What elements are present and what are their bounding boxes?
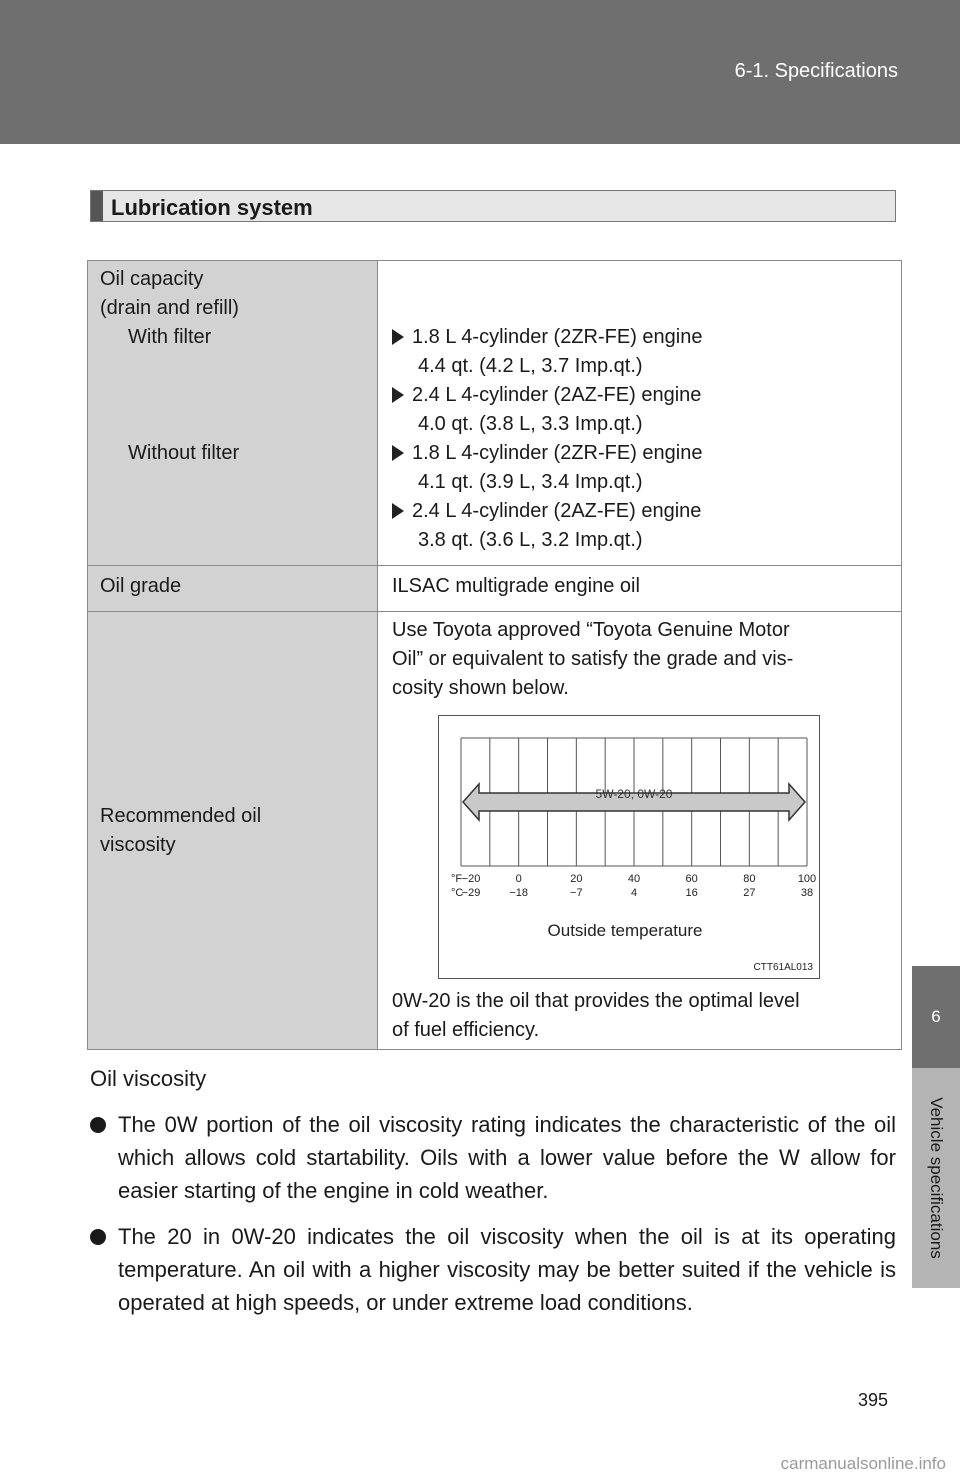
with-filter-label: With filter (128, 326, 212, 348)
page-number: 395 (858, 1390, 889, 1410)
watermark-text: carmanualsonline.info (780, 1454, 946, 1473)
list-item: 2.4 L 4-cylinder (2AZ-FE) engine (392, 497, 887, 526)
oil-grade-value: ILSAC multigrade engine oil (378, 566, 902, 612)
oil-capacity-label-cell (88, 261, 378, 566)
tick-label-f: 100 (797, 873, 817, 885)
list-item: 1.8 L 4-cylinder (2ZR-FE) engine (392, 323, 887, 352)
oil-capacity-label: Oil capacity (100, 268, 204, 290)
capacity-value: 4.0 qt. (3.8 L, 3.3 Imp.qt.) (418, 413, 643, 435)
x-axis-label: Outside temperature (547, 921, 703, 940)
tick-label-f: 60 (685, 873, 698, 885)
tick-label-c: 27 (743, 887, 756, 899)
without-filter-label: Without filter (128, 442, 240, 464)
capacity-value: 3.8 qt. (3.6 L, 3.2 Imp.qt.) (418, 529, 643, 551)
tick-label-c: 16 (685, 887, 698, 899)
section-title: Lubrication system (111, 195, 313, 220)
bullet-dot-icon (90, 1117, 106, 1133)
triangle-bullet-icon (392, 329, 404, 345)
bullet-paragraph: The 20 in 0W-20 indicates the oil viscosity when the oil is at its operating temperature. An oil with a higher viscosity may be better suited if the vehicle is operated at high speeds, or under extreme load conditions. (90, 1220, 896, 1319)
viscosity-label-cell (88, 612, 378, 1050)
viscosity-note: 0W-20 is the oil that provides the optimal level (392, 990, 800, 1012)
viscosity-note: of fuel efficiency. (392, 1019, 540, 1041)
tick-label-f: 80 (743, 873, 756, 885)
viscosity-text: Oil” or equivalent to satisfy the grade and vis- (392, 648, 794, 670)
unit-c-label: °C (451, 887, 464, 899)
tick-label-c: −7 (570, 887, 583, 899)
viscosity-chart (438, 715, 820, 979)
list-item: 2.4 L 4-cylinder (2AZ-FE) engine (392, 381, 887, 410)
chapter-title: Vehicle specifications (927, 1097, 946, 1259)
tick-label-c: 38 (800, 887, 814, 899)
section-marker (91, 191, 103, 221)
unit-f-label: °F (451, 873, 463, 885)
tick-label-f: −20 (461, 873, 481, 885)
chapter-title-tab[interactable] (912, 1068, 960, 1288)
viscosity-text: cosity shown below. (392, 677, 569, 699)
bullet-paragraph: The 0W portion of the oil viscosity rating indicates the characteristic of the oil which allows cold startability. Oils with a lower value before the W allow for easier starting of the engine in cold weather. (90, 1108, 896, 1207)
tick-label-c: 4 (630, 887, 638, 899)
figure-code: CTT61AL013 (753, 962, 813, 973)
triangle-bullet-icon (392, 387, 404, 403)
triangle-bullet-icon (392, 445, 404, 461)
tick-label-f: 40 (627, 873, 641, 885)
table-row (88, 261, 902, 566)
oil-capacity-value-cell (378, 261, 902, 566)
spec-table (87, 260, 902, 1050)
body-heading: Oil viscosity (90, 1066, 207, 1091)
viscosity-value-cell (378, 612, 902, 1050)
table-row (88, 612, 902, 1050)
oil-capacity-sublabel: (drain and refill) (100, 297, 239, 319)
viscosity-sublabel: viscosity (100, 833, 176, 856)
body-text (90, 1062, 896, 1319)
capacity-value: 4.4 qt. (4.2 L, 3.7 Imp.qt.) (418, 355, 643, 377)
tick-label-f: 0 (515, 873, 522, 885)
footer (0, 1440, 960, 1484)
viscosity-chart-svg (439, 716, 819, 978)
tick-label-c: −18 (509, 887, 529, 899)
chapter-number-tab[interactable]: 6 (912, 966, 960, 1068)
viscosity-label: Recommended oil (100, 804, 262, 827)
section-heading (90, 190, 896, 222)
tick-label-f: 20 (570, 873, 583, 885)
oil-grade-label: Oil grade (88, 566, 378, 612)
section-breadcrumb: 6-1. Specifications (734, 60, 898, 82)
range-label: 5W-20, 0W-20 (595, 787, 673, 801)
page-header (0, 0, 960, 144)
viscosity-text: Use Toyota approved “Toyota Genuine Motor (392, 619, 790, 641)
list-item: 1.8 L 4-cylinder (2ZR-FE) engine (392, 439, 887, 468)
capacity-value: 4.1 qt. (3.9 L, 3.4 Imp.qt.) (418, 471, 643, 493)
tick-label-c: −29 (461, 887, 481, 899)
triangle-bullet-icon (392, 503, 404, 519)
bullet-dot-icon (90, 1229, 106, 1245)
table-row (88, 566, 902, 612)
